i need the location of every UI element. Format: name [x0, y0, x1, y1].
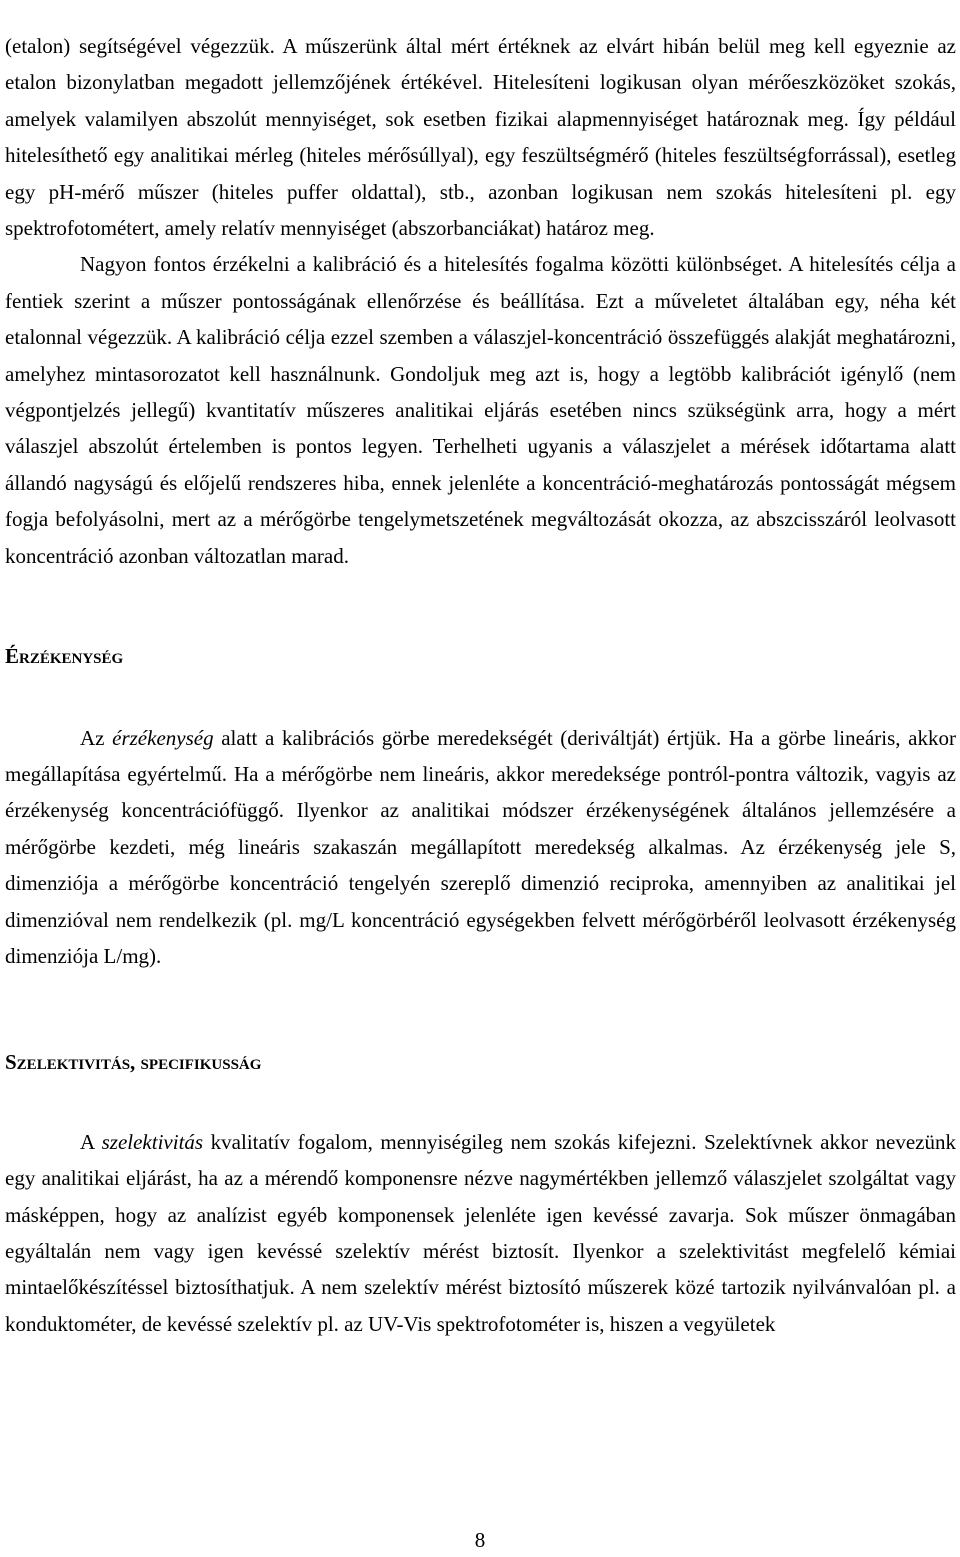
sensitivity-term: érzékenység [112, 725, 214, 750]
sensitivity-body: alatt a kalibrációs görbe meredekségét (deriváltját) értjük. Ha a görbe lineáris, akkor megállapítása egyértelmű. Ha a mérőgörbe nem lineáris, akkor meredeksége pontról-pontra változik, vagyis az érzékenység koncentrációfüggő. Ilyenkor az analitikai módszer érzékenységének általános jellemzésére a mérőgörbe kezdeti, még lineáris szakaszán megállapított meredekség alkalmas. Az érzékenység jele S, dimenziója a mérőgörbe koncentráció tengelyén szereplő dimenzió reciproka, amennyiben az analitikai jel dimenzióval nem rendelkezik (pl. mg/L koncentráció egységekben felvett mérőgörbéről leolvasott érzékenység dimenziója L/mg). [5, 725, 956, 968]
sensitivity-lead: Az [80, 725, 113, 750]
selectivity-lead: A [80, 1129, 102, 1154]
paragraph-selectivity [5, 1124, 956, 1342]
document-page [5, 28, 956, 1342]
paragraph-sensitivity [5, 720, 956, 975]
selectivity-body: kvalitatív fogalom, mennyiségileg nem szokás kifejezni. Szelektívnek akkor nevezünk egy analitikai eljárást, ha az a mérendő komponensre nézve nagymértékben jellemző válaszjelet szolgáltat vagy másképpen, hogy az analízist egyéb komponensek jelenléte igen kevéssé zavarja. Sok műszer önmagában egyáltalán nem vagy igen kevéssé szelektív mérést biztosít. Ilyenkor a szelektivitást megfelelő kémiai mintaelőkészítéssel biztosíthatjuk. A nem szelektív mérést biztosító műszerek közé tartozik nyilvánvalóan pl. a konduktométer, de kevéssé szelektív pl. az UV-Vis spektrofotométer is, hiszen a vegyületek [5, 1129, 956, 1336]
paragraph-calibration-etalon: (etalon) segítségével végezzük. A műszerünk által mért értéknek az elvárt hibán belül meg kell egyeznie az etalon bizonylatban megadott jellemzőjének értékével. Hitelesíteni logikusan olyan mérőeszközöket szokás, amelyek valamilyen abszolút mennyiséget, sok esetben fizikai alapmennyiséget határoznak meg. Így például hitelesíthető egy analitikai mérleg (hiteles mérősúllyal), egy feszültségmérő (hiteles feszültségforrással), esetleg egy pH-mérő műszer (hiteles puffer oldattal), stb., azonban logikusan nem szokás hitelesíteni pl. egy spektrofotométert, amely relatív mennyiséget (abszorbanciákat) határoz meg. [5, 34, 956, 241]
selectivity-term: szelektivitás [101, 1129, 204, 1154]
paragraph-calibration-vs-verification: Nagyon fontos érzékelni a kalibráció és a hitelesítés fogalma közötti különbséget. A hitelesítés célja a fentiek szerint a műszer pontosságának ellenőrzése és beállítása. Ezt a műveletet általában egy, néha két etalonnal végezzük. A kalibráció célja ezzel szemben a válaszjel-koncentráció összefüggés alakját meghatározni, amelyhez mintasorozatot kell használnunk. Gondoljuk meg azt is, hogy a legtöbb kalibrációt igénylő (nem végpontjelzés jellegű) kvantitatív műszeres analitikai eljárás esetében nincs szükségünk arra, hogy a mért válaszjel abszolút értelemben is pontos legyen. Terhelheti ugyanis a válaszjelet a mérések időtartama alatt állandó nagyságú és előjelű rendszeres hiba, ennek jelenléte a koncentráció-meghatározás pontosságát mégsem fogja befolyásolni, mert az a mérőgörbe tengelymetszetének megváltozását okozza, az abszcisszáról leolvasott koncentráció azonban változatlan marad. [5, 252, 956, 568]
page-number: 8 [474, 1528, 486, 1552]
section-heading-selectivity: Szelektivitás, specifikusság [5, 1050, 262, 1075]
section-heading-sensitivity: Érzékenység [5, 644, 124, 669]
